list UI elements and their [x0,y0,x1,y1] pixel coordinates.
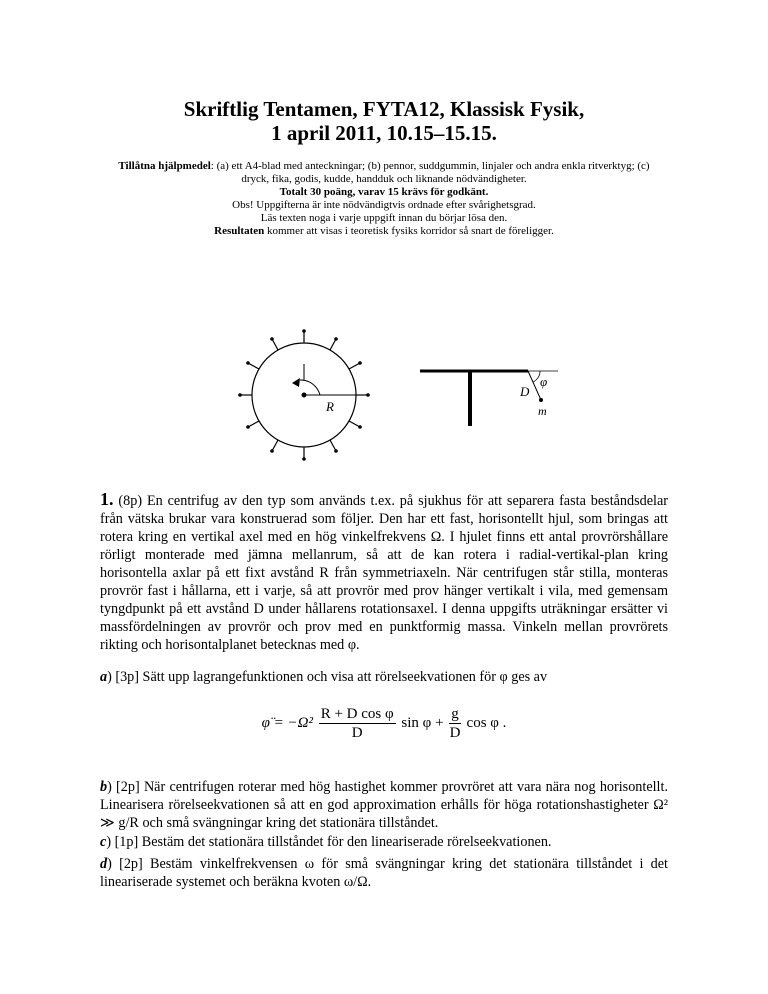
results-label: Resultaten [214,225,265,237]
centrifuge-figure [0,320,768,480]
point-mass [539,398,543,402]
equation-of-motion [0,705,768,742]
subtask-b-label: b [100,779,108,795]
subtask-d-text: ) [2p] Bestäm vinkelfrekvensen ω för små svängningar kring det stationära tillståndet i det lineariserade systemet och beräkna kvoten ω/Ω. [100,856,668,890]
eq-mid: sin φ + [401,714,444,731]
exam-title-line1: Skriftlig Tentamen, FYTA12, Klassisk Fysik, [183,97,585,121]
problem-1-body: (8p) En centrifug av den typ som används t.ex. på sjukhus för att separera fasta beståndsdelar från vätska brukar vara konstruerad som följer. Den har ett fast, horisontellt hjul, som bringas att rotera kring en vertikal axel med en hög vinkelfrekvens Ω. I hjulet finns ett antal provrörshållare rörligt monterade med jämna mellanrum, så att de kan rotera i radial-vertikal-plan kring horisontella axlar på ett fixt avstånd R från symmetriaxeln. När centrifugen står stilla, monteras provrör fast i hållarna, ett i varje, så att provrör med prov hänger vertikalt i vila, med gemensam tyngdpunkt på ett avstånd D under hållarens rotationsaxel. I denna uppgifts uträkningar ersätter vi massfördelningen av provrör och prov med en punktformig massa. Vinkeln mellan provrörets rikting och horisontalplanet betecknas med φ. [100,493,668,653]
subtask-a [100,668,668,686]
label-R: R [326,399,334,414]
subtask-c [100,833,668,851]
subtask-a-label: a [100,669,108,685]
subtask-c-label: c [100,834,107,850]
subtask-b-text: ) [2p] När centrifugen roterar med hög hastighet kommer provröret att vara nära nog horisontellt. Linearisera rörelseekvationen så att en god approximation erhålls för höga rotationshastigheter Ω² ≫ g/R och små svängningar kring det stationära tillståndet. [100,779,668,831]
label-phi: φ [540,374,548,389]
results-text: kommer att visas i teoretisk fysiks korridor så snart de föreligger. [264,225,554,237]
allowed-aids [110,160,658,186]
eq-lhs: φ̈ = −Ω² [261,714,313,731]
subtask-b [100,778,668,832]
label-D: D [520,384,530,399]
exam-instructions [110,160,658,238]
eq-denominator-2: D [449,725,461,741]
angle-arc [533,371,540,382]
problem-1-text [100,490,668,654]
centrifuge-wheel-diagram [238,329,370,461]
subtask-d [100,855,668,891]
label-m: m [538,404,547,418]
points-info [110,186,658,199]
order-note: Obs! Uppgifterna är inte nödvändigtvis ordnade efter svårighetsgrad. [232,199,536,211]
points-text: Totalt 30 poäng, varav 15 krävs för godkänt. [279,186,489,198]
allowed-aids-text: : (a) ett A4-blad med anteckningar; (b) pennor, suddgummin, linjaler och andra enkla ritverktyg; (c) dryck, fika, godis, kudde, handduk och liknande nödvändigheter. [210,160,650,185]
problem-number: 1. [100,489,114,509]
results-info [110,225,658,238]
allowed-aids-label: Tillåtna hjälpmedel [118,160,211,172]
arrowhead-icon [292,378,300,387]
read-note: Läs texten noga i varje uppgift innan du börjar lösa den. [260,212,508,224]
eq-end: cos φ . [466,714,507,731]
subtask-a-text: ) [3p] Sätt upp lagrangefunktionen och visa att rörelseekvationen för φ ges av [107,669,548,685]
eq-fraction-1 [319,705,396,742]
eq-denominator-1: D [351,725,363,741]
exam-title-line2: 1 april 2011, 10.15–15.15. [271,121,497,145]
eq-numerator-2: g [451,706,459,722]
subtask-d-label: d [100,856,108,872]
eq-fraction-2 [449,705,461,742]
tube-holder-diagram [420,371,558,426]
eq-numerator-1: R + D cos φ [320,706,394,722]
subtask-c-text: ) [1p] Bestäm det stationära tillståndet för den lineariserade rörelseekvationen. [106,834,552,850]
